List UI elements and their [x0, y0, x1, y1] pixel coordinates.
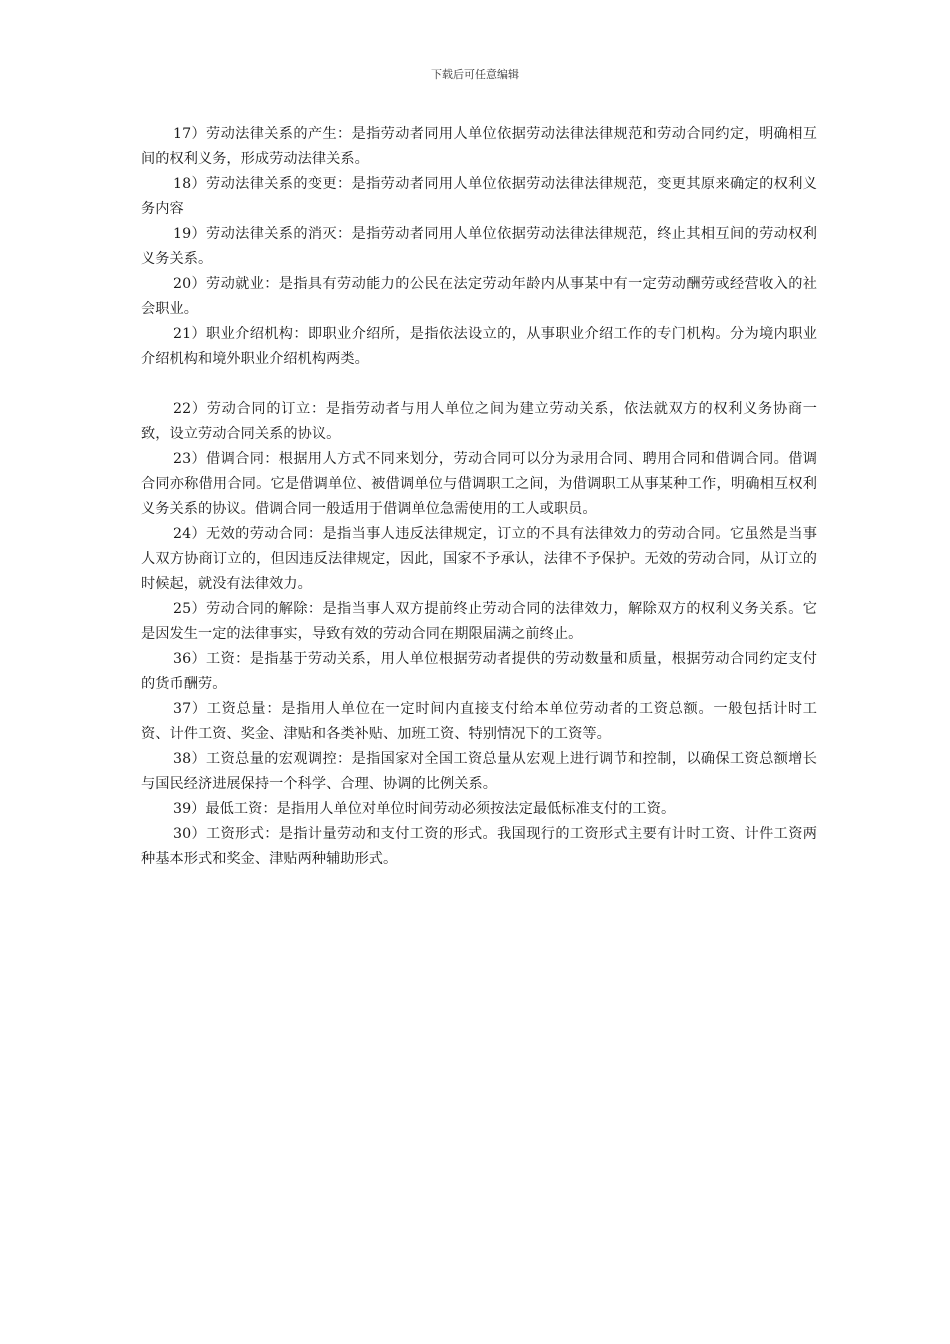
document-body — [141, 122, 817, 872]
paragraph-30: 30）工资形式：是指计量劳动和支付工资的形式。我国现行的工资形式主要有计时工资、计件工资两种基本形式和奖金、津贴两种辅助形式。 — [141, 826, 817, 867]
paragraph-24: 24）无效的劳动合同：是指当事人违反法律规定，订立的不具有法律效力的劳动合同。它虽然是当事人双方协商订立的，但因违反法律规定，因此，国家不予承认，法律不予保护。无效的劳动合同，从订立的时候起，就没有法律效力。 — [141, 526, 817, 592]
paragraph-23: 23）借调合同：根据用人方式不同来划分，劳动合同可以分为录用合同、聘用合同和借调合同。借调合同亦称借用合同。它是借调单位、被借调单位与借调职工之间，为借调职工从事某种工作，明确相互权利义务关系的协议。借调合同一般适用于借调单位急需使用的工人或职员。 — [141, 451, 817, 517]
paragraph-39: 39）最低工资：是指用人单位对单位时间劳动必须按法定最低标准支付的工资。 — [173, 801, 676, 817]
paragraph-18: 18）劳动法律关系的变更：是指劳动者同用人单位依据劳动法律法律规范，变更其原来确定的权利义务内容 — [141, 176, 817, 217]
paragraph-36: 36）工资：是指基于劳动关系，用人单位根据劳动者提供的劳动数量和质量，根据劳动合同约定支付的货币酬劳。 — [141, 651, 817, 692]
paragraph-38: 38）工资总量的宏观调控：是指国家对全国工资总量从宏观上进行调节和控制，以确保工资总额增长与国民经济进展保持一个科学、合理、协调的比例关系。 — [141, 751, 817, 792]
paragraph-21: 21）职业介绍机构：即职业介绍所，是指依法设立的，从事职业介绍工作的专门机构。分为境内职业介绍机构和境外职业介绍机构两类。 — [141, 326, 817, 367]
paragraph-17: 17）劳动法律关系的产生：是指劳动者同用人单位依据劳动法律法律规范和劳动合同约定，明确相互间的权利义务，形成劳动法律关系。 — [141, 126, 817, 167]
paragraph-37: 37）工资总量：是指用人单位在一定时间内直接支付给本单位劳动者的工资总额。一般包括计时工资、计件工资、奖金、津贴和各类补贴、加班工资、特别情况下的工资等。 — [141, 701, 817, 742]
page-header: 下载后可任意编辑 — [431, 68, 519, 81]
paragraph-25: 25）劳动合同的解除：是指当事人双方提前终止劳动合同的法律效力，解除双方的权利义务关系。它是因发生一定的法律事实，导致有效的劳动合同在期限届满之前终止。 — [141, 601, 817, 642]
paragraph-19: 19）劳动法律关系的消灭：是指劳动者同用人单位依据劳动法律法律规范，终止其相互间的劳动权利义务关系。 — [141, 226, 817, 267]
paragraph-20: 20）劳动就业：是指具有劳动能力的公民在法定劳动年龄内从事某中有一定劳动酬劳或经营收入的社会职业。 — [141, 276, 817, 317]
paragraph-22: 22）劳动合同的订立：是指劳动者与用人单位之间为建立劳动关系，依法就双方的权利义务协商一致，设立劳动合同关系的协议。 — [141, 401, 817, 442]
